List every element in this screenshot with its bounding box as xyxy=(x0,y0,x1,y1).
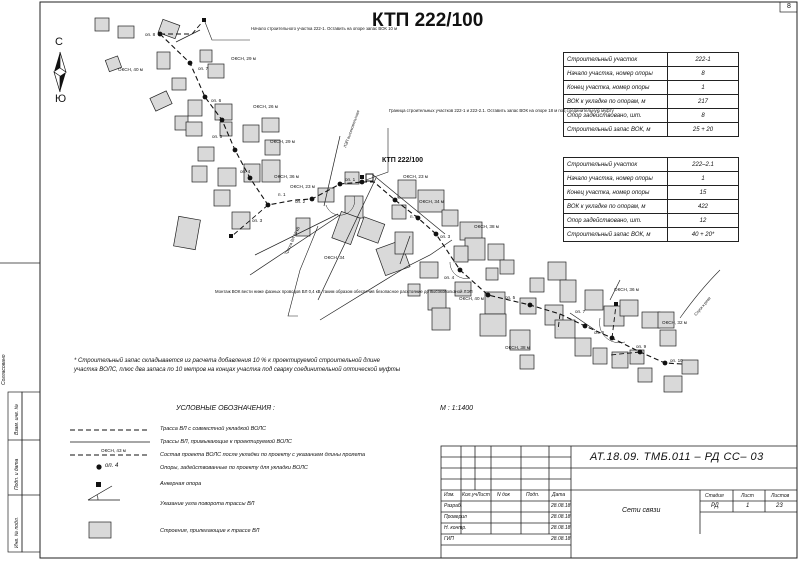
row-label: ВОК к укладке по опорам, м xyxy=(564,95,668,109)
svg-text:ОКСН, 36 м: ОКСН, 36 м xyxy=(274,174,299,179)
table-row xyxy=(564,186,739,200)
table-row xyxy=(564,81,739,95)
row-value: 222–2.1 xyxy=(668,158,739,172)
svg-text:ОКСН, 38 м: ОКСН, 38 м xyxy=(505,345,530,350)
svg-text:ОКСН, 23 м: ОКСН, 23 м xyxy=(403,174,428,179)
row-label: ВОК к укладке по опорам, м xyxy=(564,200,668,214)
legend-item-anchor: Анкерная опора xyxy=(160,481,202,487)
svg-text:оп. 1: оп. 1 xyxy=(345,177,356,182)
svg-text:п. 2: п. 2 xyxy=(410,214,418,219)
svg-text:Монтаж ВОК вести ниже фазных п xyxy=(215,289,473,294)
sheets-value: 23 xyxy=(776,503,783,509)
table-row xyxy=(564,53,739,67)
legend-title: УСЛОВНЫЕ ОБОЗНАЧЕНИЯ : xyxy=(176,405,275,412)
svg-text:оп. 7: оп. 7 xyxy=(198,66,209,71)
svg-text:ОКСН, 26 м: ОКСН, 26 м xyxy=(253,104,278,109)
row-value: 1 xyxy=(668,172,739,186)
compass-north-label: С xyxy=(55,36,63,48)
callout-start: Начало строительного участка 222-1. Оставить на опоре запас ВОК 10 м xyxy=(251,26,398,31)
svg-text:ОКСН, 29 м: ОКСН, 29 м xyxy=(231,56,256,61)
row-label: Начало участка, номер опоры xyxy=(564,172,668,186)
svg-text:оп. 6: оп. 6 xyxy=(594,330,605,335)
section-table-1 xyxy=(563,52,739,137)
svg-text:ОКСН, 36 м: ОКСН, 36 м xyxy=(614,287,639,292)
svg-text:оп. 10: оп. 10 xyxy=(670,358,683,363)
sheet-value: 1 xyxy=(746,503,750,509)
table-row xyxy=(564,172,739,186)
svg-text:Спуск к реке: Спуск к реке xyxy=(692,295,712,317)
legend-item-span: Состав проекта ВОЛС после укладки по проекту с указанием длины пролета xyxy=(160,452,366,458)
row-value: 40 + 20* xyxy=(668,228,739,242)
table-row xyxy=(564,228,739,242)
svg-text:оп. 3: оп. 3 xyxy=(252,218,263,223)
map-pole-label: оп. 8 xyxy=(145,32,156,37)
legend-item-adjacent: Трассы ВЛ, примыкающие к проектируемой ВОЛС xyxy=(160,439,292,445)
svg-text:ОКСН, 23 м: ОКСН, 23 м xyxy=(290,184,315,189)
page-title: КТП 222/100 xyxy=(372,10,484,31)
table-row xyxy=(564,67,739,81)
row-label: Конец участка, номер опоры xyxy=(564,81,668,95)
legend-pole-sample: оп. 4 xyxy=(105,463,119,469)
svg-text:ОКСН, 34: ОКСН, 34 xyxy=(324,255,345,260)
table-row xyxy=(564,95,739,109)
agreed-label: Согласовано xyxy=(1,354,7,385)
svg-text:оп. 4: оп. 4 xyxy=(444,275,455,280)
table-row xyxy=(564,200,739,214)
row-label: Строительный запас ВОК, м xyxy=(564,228,668,242)
svg-text:ОКСН, 43 м: ОКСН, 43 м xyxy=(101,448,126,453)
row-value: 1 xyxy=(668,81,739,95)
svg-text:ОКСН, 29 м: ОКСН, 29 м xyxy=(270,139,295,144)
svg-text:п. 1: п. 1 xyxy=(278,192,286,197)
row-value: 15 xyxy=(668,186,739,200)
table-row xyxy=(564,158,739,172)
row-label: Опор задействовано, шт. xyxy=(564,109,668,123)
vols-route-1 xyxy=(160,34,362,205)
table-row xyxy=(564,109,739,123)
row-label: Начало участка, номер опоры xyxy=(564,67,668,81)
row-value: 8 xyxy=(668,67,739,81)
row-label: Опор задействовано, шт. xyxy=(564,214,668,228)
side-label-inventory: Инв. № подл. xyxy=(14,516,20,548)
row-value: 25 + 20 xyxy=(668,123,739,137)
legend-item-vols: Трасса ВЛ с совместной укладкой ВОЛС xyxy=(160,426,267,432)
scale-label: М : 1:1400 xyxy=(440,405,474,412)
svg-text:оп. 6: оп. 6 xyxy=(211,98,222,103)
row-label: Строительный участок xyxy=(564,53,668,67)
page-number: 8 xyxy=(787,3,791,10)
row-label: Конец участка, номер опоры xyxy=(564,186,668,200)
svg-text:ОКСН, 40 м: ОКСН, 40 м xyxy=(459,296,484,301)
svg-text:оп. 3: оп. 3 xyxy=(440,234,451,239)
svg-text:ОКСН, 40 м: ОКСН, 40 м xyxy=(118,67,143,72)
compass-south-label: Ю xyxy=(55,93,67,105)
table-row xyxy=(564,123,739,137)
sheet-title: Сети связи xyxy=(622,507,661,514)
svg-text:ОКСН, 32 м: ОКСН, 32 м xyxy=(662,320,687,325)
svg-text:оп. 5: оп. 5 xyxy=(505,295,516,300)
drawing-sheet: оп. 8 оп. 7 оп. 6 оп. 5 оп. 4 оп. 3 оп. 2 оп. 1 п. 1 п. 2 оп. 3 оп. 4 оп. 5 оп. 6 оп. 7 оп. 9 оп. 10 ОКСН, 40 м ОКСН, 29 м ОКСН, 26 м ОКСН, 29 м ОКСН, 36 м ОКСН, 23 м ОКСН, 23 м ОКСН, 34 м ОКСН, 38 м ОКСН, 34 ОКСН, 40 м ОКСН, 38 м ОКСН, 36 м ОКСН, 32 м КТП 222/100 Начало строительного участка 222-1. Оставить на опоре запас ВОК 10 м Граница строительных участков 222-1 и 222-2.1. Оставить запас ВОК на опоре 18 м под соединительную муфту Монтаж ВОК вести ниже фазных проводов ВЛ 0,4 кВ, таким образом обеспечив безопасное расстояние до высоковольтной ЛЭП ЛЭП высоковольтная Трасса ВЛ 10 кВ Спуск к реке ОКСН, 43 м КТП 222/100 8 С Ю Строительный участок 222-1 Начало участка, номер опоры 8 Конец участка, номер опоры 1 ВОК к укладке по опорам, м 217 Опор задействовано, шт. 8 Строительный запас ВОК, м 25 + 20 Строительный участок 222–2.1 Начало участка, номер опоры 1 Конец участка, номер опоры 15 ВОК к укладке по опорам, м 422 Опор задействовано, шт. 12 Строительный запас ВОК, м 40 + 20* * Строительный запас складывается из расчета добавления 10 % к проектируемой строительной длине участка ВОЛС, плюс два запаса по 10 метров на концах участка под сварку соединительной оптической муфты УСЛОВНЫЕ ОБОЗНАЧЕНИЯ : М : 1:1400 Трасса ВЛ с совместной укладкой ВОЛС Трассы ВЛ, примыкающие к проектируемой ВОЛС Состав проекта ВОЛС после укладки по проекту с указанием длины пролета оп. 4 Опоры, задействованные по проекту для укладки ВОЛС Анкерная опора Указание угла поворота трассы ВЛ Строения, прилегающие к трассе ВЛ АТ.18.09. ТМБ.011 – РД СС– 03 Изм. Кол.уч Лист N док Подп. Дата Разраб. Проверил Н. контр. ГИП 28.08.18 28.08.18 28.08.18 28.08.18 Сети связи Стадия Лист Листов РД 1 23 Согласовано Взам. инв. № Подп. и дата Инв. № подл. xyxy=(0,0,800,562)
table-row xyxy=(564,214,739,228)
side-label-sign: Подп. и дата xyxy=(14,458,20,490)
north-arrow-icon xyxy=(54,52,60,72)
legend-item-buildings: Строения, прилегающие к трассе ВЛ xyxy=(160,528,260,534)
section-table-2 xyxy=(563,157,739,242)
svg-text:Трасса ВЛ 10 кВ: Трасса ВЛ 10 кВ xyxy=(283,225,301,256)
ktp-icon xyxy=(366,174,373,181)
callout-mount: Монтаж ВОК вести ниже фазных проводов ВЛ 0,4 кВ, таким образом обеспечив безопасное расстояние до высоковольтной ЛЭП xyxy=(215,289,473,294)
svg-text:оп. 4: оп. 4 xyxy=(240,169,251,174)
svg-text:оп. 2: оп. 2 xyxy=(295,199,306,204)
legend-item-angle: Указание угла поворота трассы ВЛ xyxy=(160,501,255,507)
stage-value: РД xyxy=(711,503,719,509)
row-label: Строительный запас ВОК, м xyxy=(564,123,668,137)
legend-item-poles: Опоры, задействованные по проекту для укладки ВОЛС xyxy=(160,465,308,471)
row-value: 222-1 xyxy=(668,53,739,67)
svg-text:ОКСН, 34 м: ОКСН, 34 м xyxy=(419,199,444,204)
svg-text:оп. 5: оп. 5 xyxy=(212,134,223,139)
drawing-code: АТ.18.09. ТМБ.011 – РД СС– 03 xyxy=(590,451,764,463)
row-value: 217 xyxy=(668,95,739,109)
row-value: 8 xyxy=(668,109,739,123)
footnote: * Строительный запас складывается из расчета добавления 10 % к проектируемой строительной длине участка ВОЛС, плюс два запаса по 10 метров на концах участка под сварку соединительной оптической муфты xyxy=(74,358,401,373)
svg-text:оп. 7: оп. 7 xyxy=(575,309,586,314)
svg-text:ОКСН, 38 м: ОКСН, 38 м xyxy=(474,224,499,229)
row-value: 422 xyxy=(668,200,739,214)
svg-text:ЛЭП высоковольтная: ЛЭП высоковольтная xyxy=(342,109,361,149)
row-value: 12 xyxy=(668,214,739,228)
ktp-label: КТП 222/100 xyxy=(382,157,424,164)
callout-boundary: Граница строительных участков 222-1 и 222-2.1. Оставить запас ВОК на опоре 18 м под соединительную муфту xyxy=(389,108,614,113)
side-label-replace: Взам. инв. № xyxy=(14,404,20,435)
row-label: Строительный участок xyxy=(564,158,668,172)
svg-text:оп. 9: оп. 9 xyxy=(636,344,647,349)
